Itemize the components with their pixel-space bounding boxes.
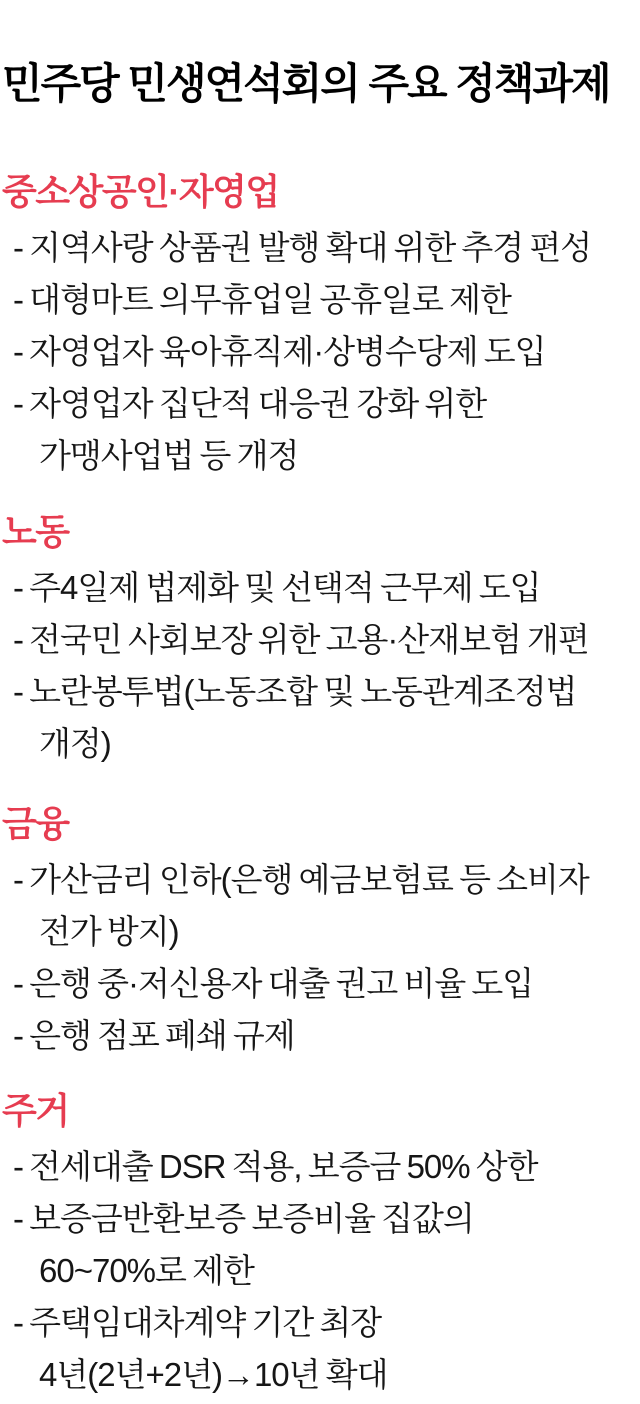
section-title-small-business: 중소상공인·자영업 [2, 171, 279, 212]
policy-line-continued: 가맹사업법 등 개정 [39, 437, 299, 474]
policy-line: - 자영업자 육아휴직제·상병수당제 도입 [13, 333, 546, 370]
policy-line: - 자영업자 집단적 대응권 강화 위한 [13, 385, 487, 422]
policy-line-continued: 전가 방지) [39, 913, 179, 950]
policy-line: - 지역사랑 상품권 발행 확대 위한 추경 편성 [13, 229, 592, 266]
policy-line-continued: 개정) [39, 725, 111, 762]
policy-line: - 은행 중·저신용자 대출 권고 비율 도입 [13, 965, 534, 1002]
policy-line: - 전국민 사회보장 위한 고용·산재보험 개편 [13, 621, 589, 658]
page-title: 민주당 민생연석회의 주요 정책과제 [2, 60, 610, 107]
section-title-labor: 노동 [2, 511, 69, 552]
policy-line: - 노란봉투법(노동조합 및 노동관계조정법 [13, 673, 577, 710]
policy-line: - 은행 점포 폐쇄 규제 [13, 1017, 295, 1054]
policy-line: - 보증금반환보증 보증비율 집값의 [13, 1200, 474, 1237]
section-title-finance: 금융 [2, 803, 69, 844]
section-small-business [2, 170, 640, 482]
section-labor [2, 510, 640, 770]
section-housing [2, 1089, 640, 1401]
policy-line: - 주4일제 법제화 및 선택적 근무제 도입 [13, 569, 541, 606]
policy-line-continued: 4년(2년+2년)→10년 확대 [39, 1356, 388, 1393]
section-finance [2, 802, 640, 1062]
policy-line: - 주택임대차계약 기간 최장 [13, 1304, 382, 1341]
policy-line: - 전세대출 DSR 적용, 보증금 50% 상한 [13, 1148, 538, 1185]
policy-line: - 가산금리 인하(은행 예금보험료 등 소비자 [13, 861, 589, 898]
policy-line: - 대형마트 의무휴업일 공휴일로 제한 [13, 281, 511, 318]
section-title-housing: 주거 [2, 1090, 69, 1131]
policy-line-continued: 60~70%로 제한 [39, 1252, 254, 1289]
